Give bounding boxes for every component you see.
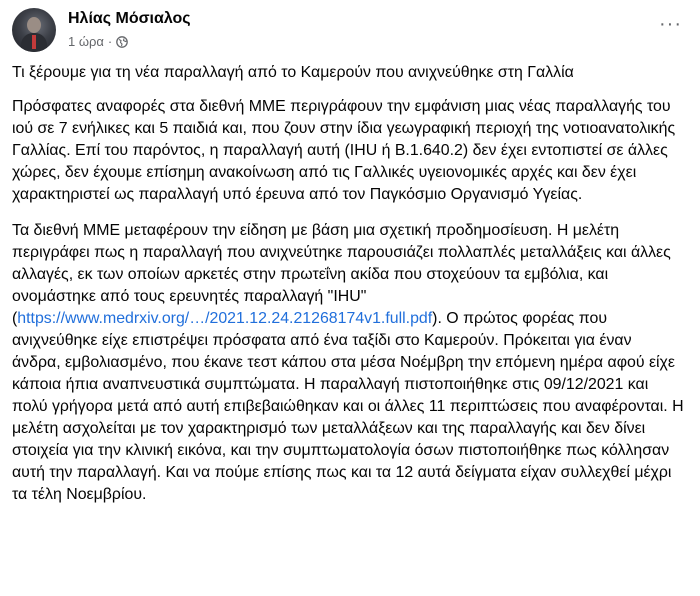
post-body xyxy=(12,62,684,520)
avatar[interactable] xyxy=(12,8,56,52)
more-options-icon[interactable]: ··· xyxy=(659,13,682,35)
post-paragraph-2 xyxy=(12,220,684,506)
post-header xyxy=(12,8,688,56)
paragraph-2-text-start: Τα διεθνή ΜΜΕ μεταφέρουν την είδηση με βάση μια σχετική προδημοσίευση. Η μελέτη περιγράφει πως η παραλλαγή που ανιχνεύτηκε παρουσιάζει πολλαπλές μεταλλάξεις και άλλες αλλαγές, εκ των οποίων αρκετές στην πρωτεΐνη ακίδα που στοχεύουν τα εμβόλια, και ονομάστηκε από τους ερευνητές παραλλαγή "IHU" ( xyxy=(12,222,671,327)
globe-icon[interactable] xyxy=(116,36,128,48)
post-title: Τι ξέρουμε για τη νέα παραλλαγή από το Καμερούν που ανιχνεύθηκε στη Γαλλία xyxy=(12,64,574,81)
paragraph-2-text-end: ). Ο πρώτος φορέας που ανιχνεύθηκε είχε επιστρέψει πρόσφατα από ένα ταξίδι στο Καμερούν. Πρόκειται για έναν άνδρα, εμβολιασμένο, που έκανε τεστ κάπου στα μέσα Νοέμβρη την επόμενη ημέρα αφού είχε κάποια ήπια αναπνευστικά συμπτώματα. Η παραλλαγή πιστοποιήθηκε στις 09/12/2021 και πολύ γρήγορα μετά από αυτή επιβεβαιώθηκαν και οι άλλες 11 περιπτώσεις που αναφέρονται. Η μελέτη ασχολείται με τον χαρακτηρισμό των μεταλλάξεων και της παραλλαγής και δεν δίνει στοιχεία για την κλινική εικόνα, και την συμπτωματολογία όσων πιστοποιήθηκε πως κόλλησαν αυτή την παραλλαγή. Και να πούμε επίσης πως και τα 12 αυτά δείγματα είχαν συλλεχθεί μέχρι τα τέλη Νοεμβρίου. xyxy=(12,310,684,503)
post-meta xyxy=(68,34,128,49)
meta-separator: · xyxy=(107,34,113,49)
author-name[interactable]: Ηλίας Μόσιαλος xyxy=(68,10,191,27)
post-time[interactable]: 1 ώρα xyxy=(68,34,104,49)
post-paragraph-1: Πρόσφατες αναφορές στα διεθνή ΜΜΕ περιγράφουν την εμφάνιση μιας νέας παραλλαγής του ιού σε 7 ενήλικες και 5 παιδιά και, που ζουν στην ίδια γεωγραφική περιοχή της νοτιοανατολικής Γαλλίας. Επί του παρόντος, η παραλλαγή αυτή (IHU ή B.1.640.2) δεν έχει εντοπιστεί σε άλλες χώρες, δεν έχουμε επίσημη ανακοίνωση από τις Γαλλικές υγειονομικές αρχές και δεν έχει χαρακτηριστεί ως παραλλαγή υπό έρευνα από τον Παγκόσμιο Οργανισμό Υγείας. xyxy=(12,98,676,203)
study-link[interactable]: https://www.medrxiv.org/…/2021.12.24.21268174v1.full.pdf xyxy=(17,310,433,327)
